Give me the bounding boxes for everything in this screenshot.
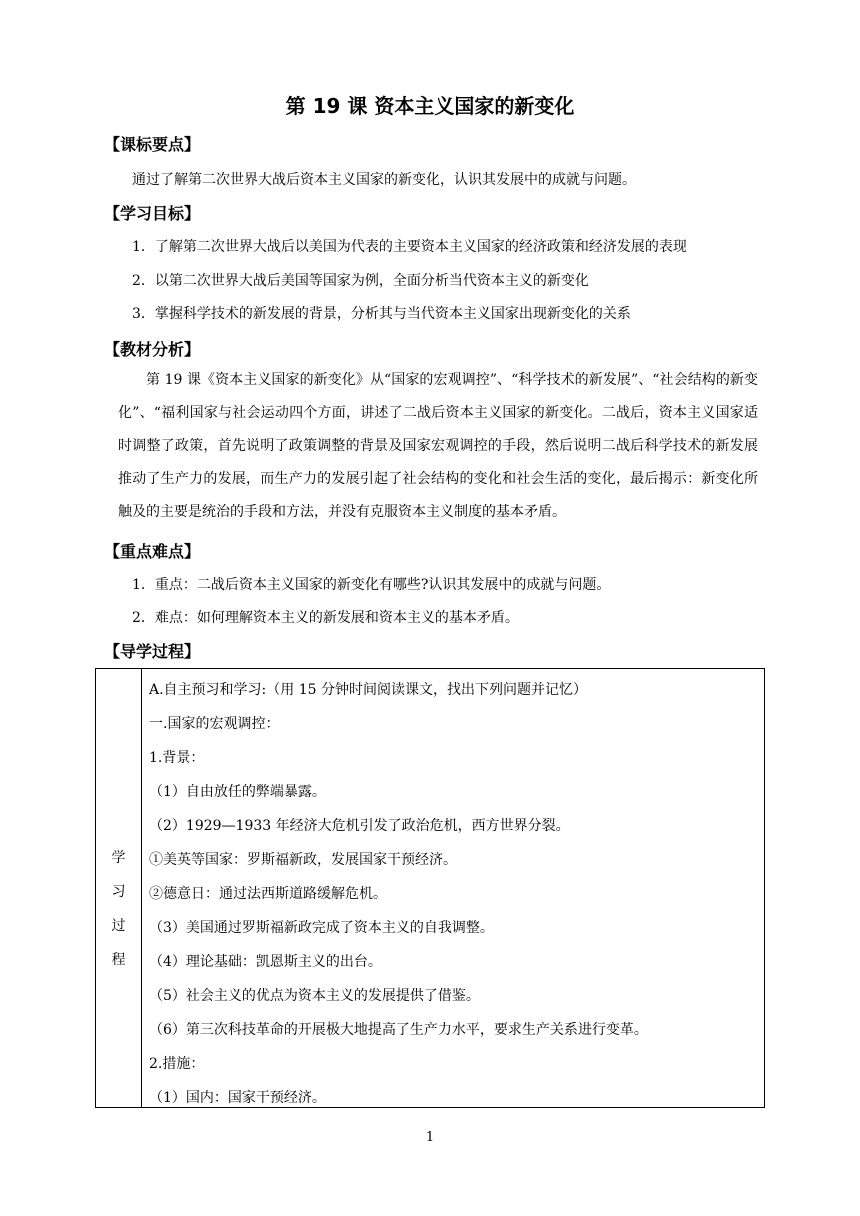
label-char: 程 — [111, 952, 126, 968]
table-row: （3）美国通过罗斯福新政完成了资本主义的自我调整。 — [149, 920, 494, 936]
page-number: 1 — [425, 1130, 435, 1145]
keypoint-item: 1．重点：二战后资本主义国家的新变化有哪些?认识其发展中的成就与问题。 — [132, 577, 611, 593]
label-char: 过 — [111, 918, 126, 934]
label-char: 学 — [111, 850, 126, 866]
column-divider — [141, 669, 142, 1107]
table-row: （2）1929—1933 年经济大危机引发了政治危机，西方世界分裂。 — [149, 818, 570, 834]
table-content — [149, 673, 749, 1115]
table-row: A.自主预习和学习:（用 15 分钟时间阅读课文，找出下列问题并记忆） — [149, 682, 587, 698]
table-row: ②德意日：通过法西斯道路缓解危机。 — [149, 886, 387, 902]
objective-item: 1．了解第二次世界大战后以美国为代表的主要资本主义国家的经济政策和经济发展的表现 — [132, 239, 687, 255]
keypoint-item: 2．难点：如何理解资本主义的新发展和资本主义的基本矛盾。 — [132, 610, 519, 626]
page-title: 第 19 课 资本主义国家的新变化 — [285, 94, 575, 118]
section-heading-process: 【导学过程】 — [104, 642, 201, 661]
table-row: （1）自由放任的弊端暴露。 — [149, 784, 326, 800]
section-heading-keypoints: 【重点难点】 — [104, 542, 201, 561]
section-heading-objectives: 【学习目标】 — [104, 204, 201, 223]
section-heading-standards: 【课标要点】 — [104, 135, 201, 154]
table-row: （1）国内：国家干预经济。 — [149, 1090, 326, 1106]
table-row: 1.背景： — [149, 750, 205, 766]
standards-text: 通过了解第二次世界大战后资本主义国家的新变化，认识其发展中的成就与问题。 — [132, 172, 636, 188]
analysis-paragraph: 第 19 课《资本主义国家的新变化》从“国家的宏观调控”、“科学技术的新发展”、“社会结构的新变化”、“福利国家与社会运动四个方面，讲述了二战后资本主义国家的新变化。二战后，资本主义国家适时调整了政策，首先说明了政策调整的背景及国家宏观调控的手段，然后说明二战后科学技术的新发展推动了生产力的发展，而生产力的发展引起了社会结构的变化和社会生活的变化，最后揭示：新变化所触及的主要是统治的手段和方法，并没有克服资本主义制度的基本矛盾。 — [118, 372, 758, 520]
table-row: （4）理论基础：凯恩斯主义的出台。 — [149, 954, 382, 970]
table-row: （5）社会主义的优点为资本主义的发展提供了借鉴。 — [149, 988, 480, 1004]
table-row: （6）第三次科技革命的开展极大地提高了生产力水平，要求生产关系进行变革。 — [149, 1022, 648, 1038]
guided-learning-table — [95, 668, 765, 1108]
row-label-column — [96, 841, 141, 977]
section-heading-analysis: 【教材分析】 — [104, 340, 201, 359]
objective-item: 3．掌握科学技术的新发展的背景，分析其与当代资本主义国家出现新变化的关系 — [132, 306, 631, 322]
objective-item: 2．以第二次世界大战后美国等国家为例，全面分析当代资本主义的新变化 — [132, 273, 589, 289]
table-row: ①美英等国家：罗斯福新政，发展国家干预经济。 — [149, 852, 457, 868]
table-row: 一.国家的宏观调控： — [149, 716, 280, 732]
label-char: 习 — [111, 884, 126, 900]
table-row: 2.措施： — [149, 1056, 205, 1072]
